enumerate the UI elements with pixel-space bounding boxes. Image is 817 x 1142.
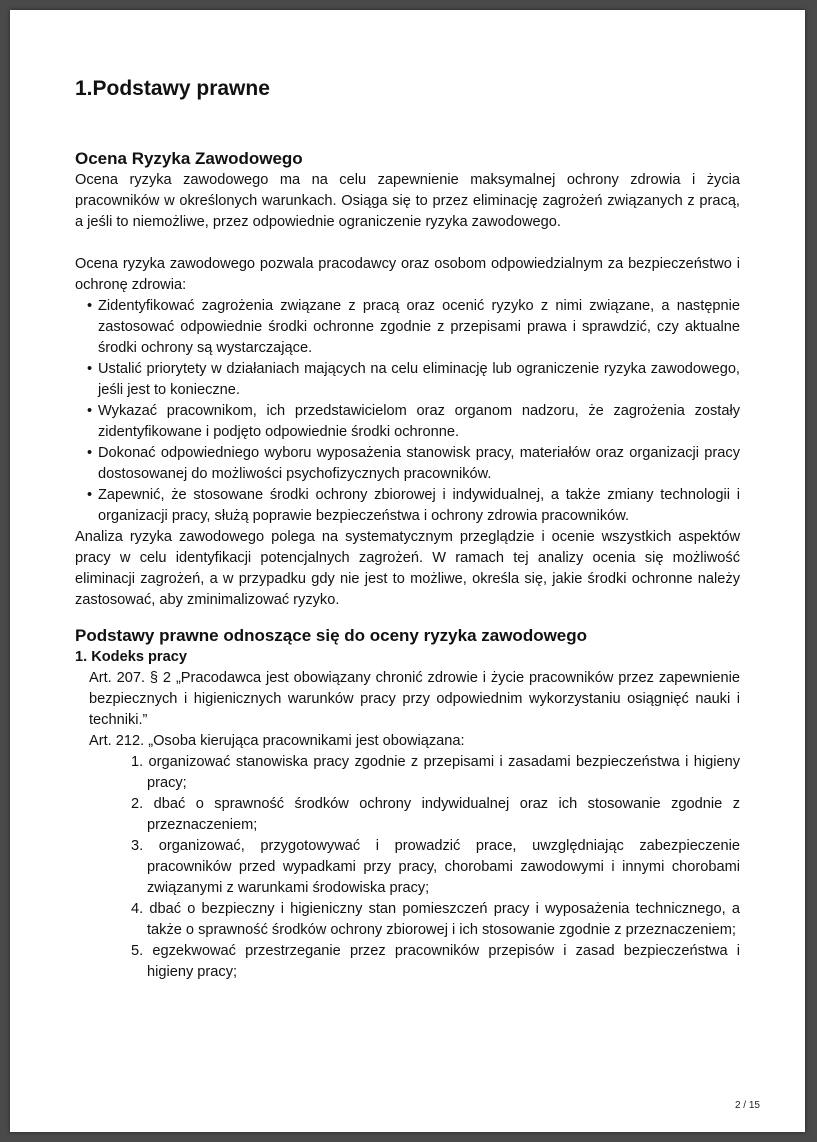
article-212: Art. 212. „Osoba kierująca pracownikami jest obowiązana: xyxy=(89,733,465,749)
bullet-list xyxy=(75,296,740,527)
page-number: 2 / 15 xyxy=(734,1100,760,1111)
paragraph-intro: Ocena ryzyka zawodowego ma na celu zapewnienie maksymalnej ochrony zdrowia i życia pracowników w określonych warunkach. Osiąga się to przez eliminację zagrożeń związanych z pracą, a jeśli to niemożliwe, przez odpowiednie ograniczenie ryzyka zawodowego. xyxy=(75,172,740,230)
list-item: • Wykazać pracownikom, ich przedstawicielom oraz organom nadzoru, że zagrożenia zostały zidentyfikowane i podjęto odpowiednie środki ochronne. xyxy=(98,401,740,443)
article-207: Art. 207. § 2 „Pracodawca jest obowiązany chronić zdrowie i życie pracowników przez zapewnienie bezpiecznych i higienicznych warunków pracy przy odpowiednim wykorzystaniu osiągnięć nauki i techniki.” xyxy=(89,670,740,728)
document-page xyxy=(10,10,805,1132)
list-item: 5. egzekwować przestrzeganie przez pracowników przepisów i zasad bezpieczeństwa i higieny pracy; xyxy=(131,943,740,980)
list-item: 3. organizować, przygotowywać i prowadzić prace, uwzględniając zabezpieczenie pracowników przed wypadkami przy pracy, chorobami zawodowymi i innymi chorobami związanymi z warunkami środowiska pracy; xyxy=(131,838,740,896)
paragraph-purpose: Ocena ryzyka zawodowego pozwala pracodawcy oraz osobom odpowiedzialnym za bezpieczeństwo i ochronę zdrowia: xyxy=(75,256,740,293)
paragraph-analysis: Analiza ryzyka zawodowego polega na systematycznym przeglądzie i ocenie wszystkich aspektów pracy w celu identyfikacji potencjalnych zagrożeń. W ramach tej analizy ocenia się możliwość eliminacji zagrożeń, a w przypadku gdy nie jest to możliwe, określa się, jakie środki ochronne należy zastosować, aby zminimalizować ryzyko. xyxy=(75,529,740,608)
list-item: 4. dbać o bezpieczny i higieniczny stan pomieszczeń pracy i wyposażenia technicznego, a także o sprawność środków ochrony zbiorowej i ich stosowanie zgodnie z przeznaczeniem; xyxy=(131,901,740,938)
list-item: • Ustalić priorytety w działaniach mających na celu eliminację lub ograniczenie ryzyka zawodowego, jeśli jest to konieczne. xyxy=(98,359,740,401)
article-212-list xyxy=(75,752,740,983)
subheading-labour-code: 1. Kodeks pracy xyxy=(75,649,187,665)
list-item: • Zapewnić, że stosowane środki ochrony zbiorowej i indywidualnej, a także zmiany technologii i organizacji pracy, służą poprawie bezpieczeństwa i ochrony zdrowia pracowników. xyxy=(98,485,740,527)
list-item: • Zidentyfikować zagrożenia związane z pracą oraz ocenić ryzyko z nimi związane, a następnie zastosować odpowiednie środki ochronne zgodnie z przepisami prawa i sprawdzić, czy aktualne środki ochrony są wystarczające. xyxy=(98,296,740,359)
section-heading-risk-assessment: Ocena Ryzyka Zawodowego xyxy=(75,149,303,168)
list-item: • Dokonać odpowiedniego wyboru wyposażenia stanowisk pracy, materiałów oraz organizacji pracy dostosowanej do możliwości psychofizycznych pracowników. xyxy=(98,443,740,485)
section-heading-legal-basis: Podstawy prawne odnoszące się do oceny ryzyka zawodowego xyxy=(75,626,588,645)
list-item: 2. dbać o sprawność środków ochrony indywidualnej oraz ich stosowanie zgodnie z przeznaczeniem; xyxy=(131,796,740,833)
page-title: 1.Podstawy prawne xyxy=(75,77,270,100)
list-item: 1. organizować stanowiska pracy zgodnie z przepisami i zasadami bezpieczeństwa i higieny pracy; xyxy=(131,754,740,791)
